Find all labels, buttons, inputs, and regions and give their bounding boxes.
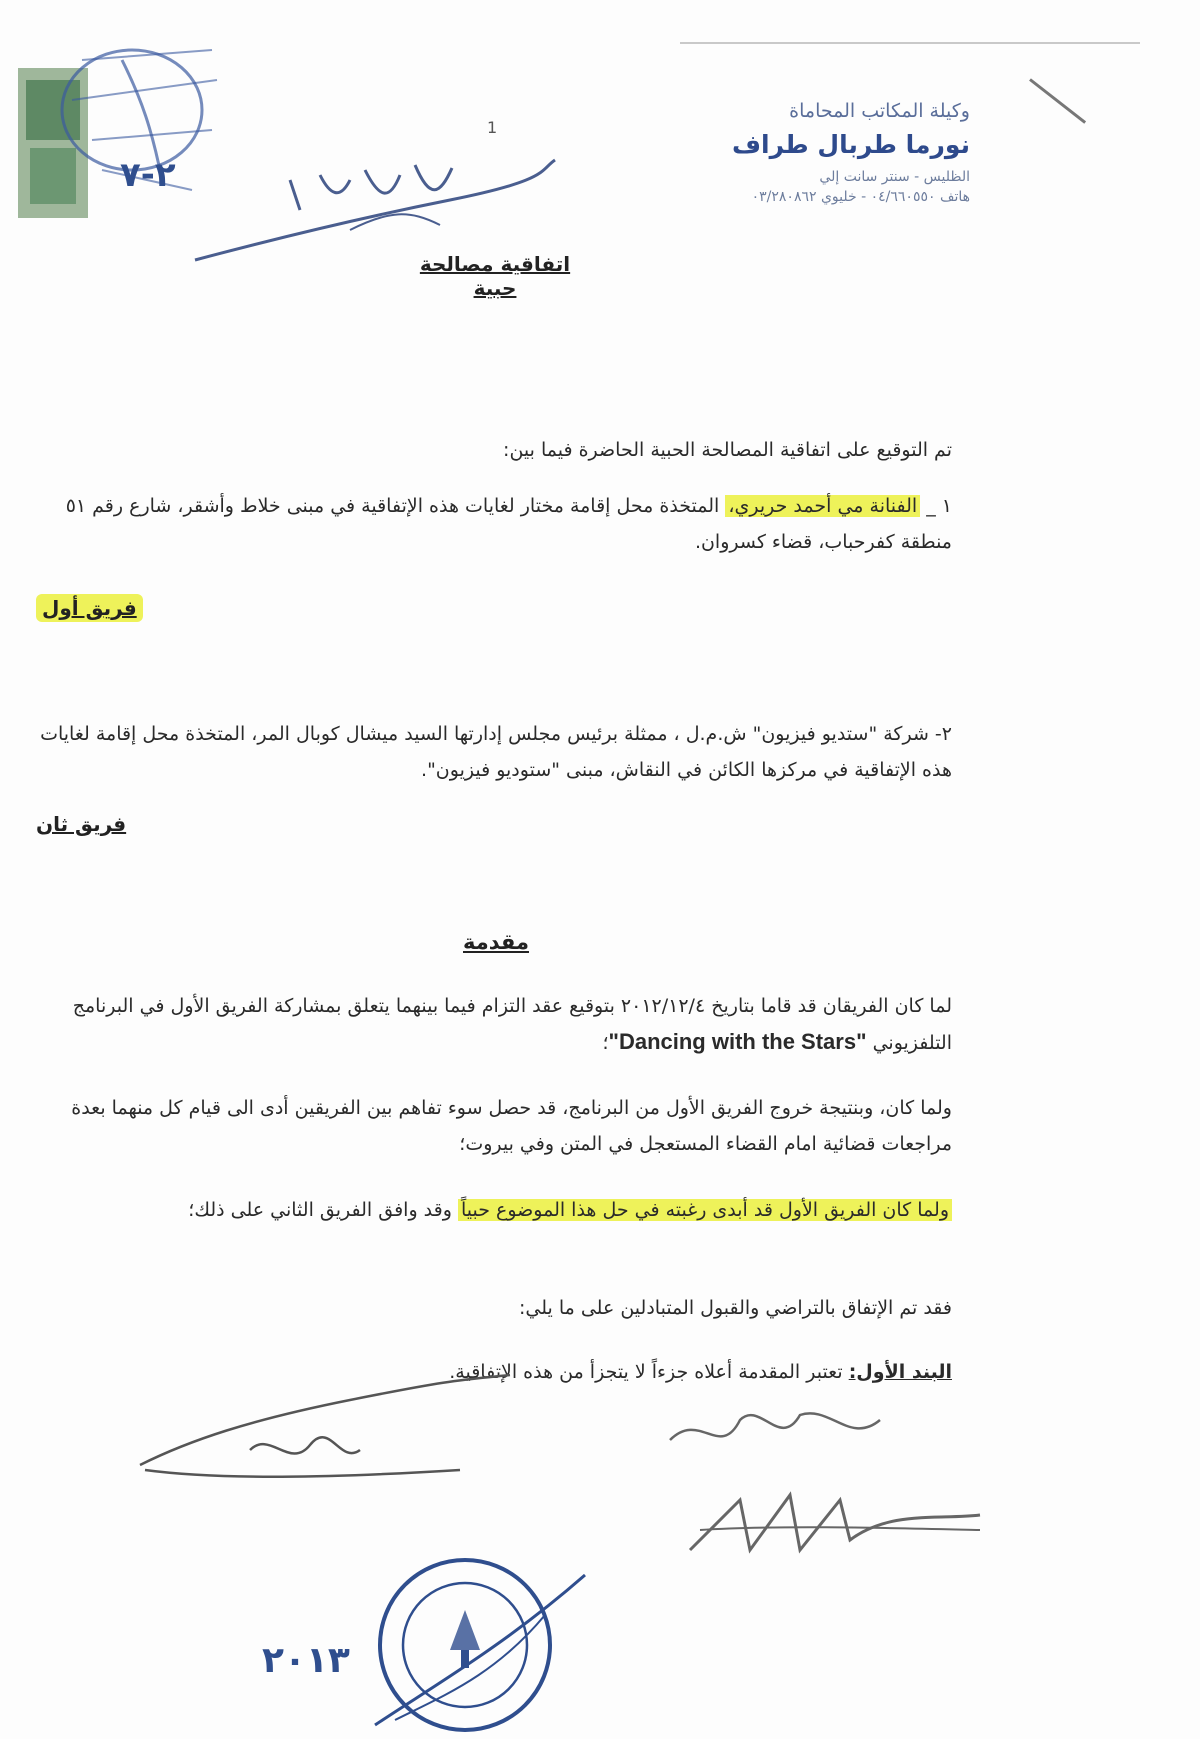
page-number: 1 — [487, 118, 498, 137]
revenue-stamp-icon — [12, 40, 220, 230]
preamble-title: مقدمة — [463, 930, 529, 954]
preamble-1-end: ؛ — [602, 1032, 609, 1054]
letterhead-name: نورما طربال طراف — [731, 130, 970, 159]
stamp-year: ٢٠١٣ — [262, 1640, 350, 1681]
party1-label: فريق أول — [36, 594, 143, 622]
preamble-paragraph-1 — [40, 988, 952, 1061]
preamble-paragraph-2: ولما كان، وبنتيجة خروج الفريق الأول من البرنامج، قد حصل سوء تفاهم بين الفريقين أدى الى قيام كل منهما بعدة مراجعات قضائية امام القضاء المستعجل في المتن وفي بيروت؛ — [71, 1097, 952, 1155]
letterhead-office: وكيلة المكاتب المحاماة — [789, 100, 970, 122]
party1-number: ١ _ — [920, 495, 952, 517]
stamp-number: ٢-٧ — [120, 155, 176, 195]
letterhead-address: الظليس - سنتر سانت إلي — [819, 169, 970, 185]
show-title: "Dancing with the Stars" — [608, 1029, 867, 1054]
party1-details: المتخذة محل إقامة مختار لغايات هذه الإتفاقية في مبنى خلاط وأشقر، شارع رقم ٥١ منطقة كفرحباب، قضاء كسروان. — [65, 495, 952, 553]
signature-left-icon — [130, 1370, 530, 1490]
top-rule — [680, 42, 1140, 44]
article-1-text: تعتبر المقدمة أعلاه جزءاً لا يتجزأ من هذه الإتفاقية. — [449, 1361, 849, 1383]
corner-pen-mark — [1029, 78, 1086, 123]
preamble-3-rest: وقد وافق الفريق الثاني على ذلك؛ — [188, 1199, 458, 1221]
intro-paragraph: تم التوقيع على اتفاقية المصالحة الحبية الحاضرة فيما بين: — [503, 439, 952, 461]
party2-label: فريق ثان — [36, 812, 127, 836]
party2-paragraph: ٢- شركة "ستديو فيزيون" ش.م.ل ، ممثلة برئيس مجلس إدارتها السيد ميشال كوبال المر، المتخذة محل إقامة لغايات هذه الإتفاقية في مركزها الكائن في النقاش، مبنى "ستوديو فيزيون". — [40, 723, 952, 781]
preamble-3-highlight: ولما كان الفريق الأول قد أبدى رغبته في حل هذا الموضوع حبياً — [458, 1199, 952, 1221]
letterhead — [650, 100, 970, 205]
preamble-1-text: لما كان الفريقان قد قاما بتاريخ ٢٠١٢/١٢/٤ بتوقيع عقد التزام فيما بينهما يتعلق بمشاركة الفريق الأول في البرنامج التلفزيوني — [72, 995, 952, 1054]
agreement-line: فقد تم الإتفاق بالتراضي والقبول المتبادلين على ما يلي: — [518, 1297, 952, 1319]
party1-paragraph — [40, 488, 952, 560]
letterhead-phone: هاتف ٠٤/٦٦٠٥٥٠ - خليوي ٠٣/٢٨٠٨٦٢ — [751, 189, 970, 205]
article-1-label: البند الأول: — [848, 1361, 952, 1383]
document-title: اتفاقية مصالحة حبية — [419, 252, 571, 300]
lawyer-seal-icon — [355, 1535, 595, 1735]
signature-right-icon — [660, 1400, 1000, 1580]
party1-name-highlight: الفنانة مي أحمد حريري، — [725, 495, 920, 517]
preamble-paragraph-3 — [40, 1192, 952, 1228]
